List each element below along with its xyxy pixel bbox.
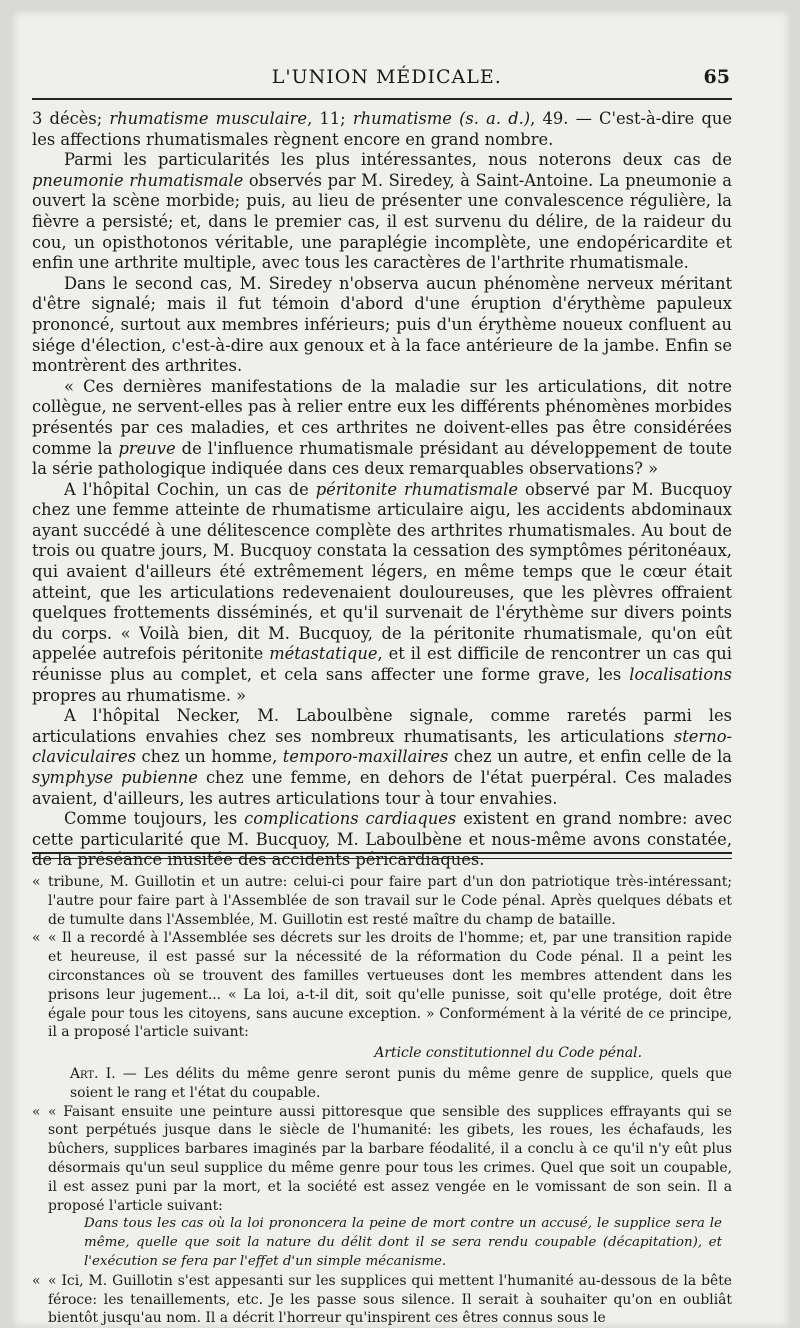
quote-text-decrets: « Il a recordé à l'Assemblée ses décrets sur les droits de l'homme; et, par une transition rapide et heureuse, il est passé sur la nécessité de la réformation du Code pénal. Il a peint les circonstances où se trouvent des familles vertueuses dont les membres attendent dans les prisons leur jugement... « La loi, a-t-il dit, soit qu'elle punisse, soit qu'elle protége, doit être égale pour tous les citoyens, sans aucune exception. » Conformément à la vérité de ce principe, il a proposé l'article suivant:	[48, 930, 732, 1041]
quote-paragraph	[32, 1272, 732, 1328]
quote-mark: «	[32, 930, 41, 947]
quote-mark: «	[32, 874, 41, 890]
document-page	[12, 10, 790, 1328]
page-number: 65	[703, 66, 730, 88]
paragraph-complications: Comme toujours, les complications cardiaques existent en grand nombre: avec cette particularité que M. Bucquoy, M. Laboulbène et nous-même avons constatée, de la préséance inusitée des accidents péricardiaques.	[32, 809, 732, 870]
italic-term: temporo-maxillaires	[282, 747, 449, 767]
italic-term: complications cardiaques	[244, 809, 457, 829]
header-rule	[32, 98, 732, 100]
italic-term: localisations	[629, 665, 732, 685]
paragraph-pneumonie: Parmi les particularités les plus intéressantes, nous noterons deux cas de pneumonie rhumatismale observés par M. Siredey, à Saint-Antoine. La pneumonie a ouvert la scène morbide; puis, au lieu de présenter une convalescence régulière, la fièvre a persisté; et, dans le premier cas, il est survenu du délire, de la raideur du cou, un opisthotonos véritable, une paraplégie incomplète, une endopéricardite et enfin une arthrite multiple, avec tous les caractères de l'arthrite rhumatismale.	[32, 150, 732, 273]
italic-term: métastatique	[269, 644, 378, 664]
italic-term: péritonite rhumatismale	[315, 479, 518, 499]
main-article	[32, 109, 732, 871]
italic-term: symphyse pubienne	[32, 768, 198, 787]
article-one	[70, 1065, 732, 1103]
italic-term: preuve	[118, 438, 176, 458]
italic-term: rhumatisme musculaire	[109, 109, 308, 128]
quote-paragraph	[32, 873, 732, 929]
proposed-article: Dans tous les cas où la loi prononcera la peine de mort contre un accusé, le supplice sera le même, quelle que soit la nature du délit dont il se sera rendu coupable (décapitation), et l'exécution se fera par l'effet d'un simple mécanisme.	[84, 1216, 722, 1269]
paragraph-second-cas: Dans le second cas, M. Siredey n'observa aucun phénomène nerveux méritant d'être signalé; mais il fut témoin d'abord d'une éruption d'érythème papuleux prononcé, surtout aux membres inférieurs; puis d'un érythème noueux confluent au siége d'élection, c'est-à-dire aux genoux et à la face antérieure de la jambe. Enfin se montrèrent des arthrites.	[32, 273, 732, 376]
paragraph-necker: A l'hôpital Necker, M. Laboulbène signale, comme raretés parmi les articulations envahies chez ses nombreux rhumatisants, les articulations sterno-claviculaires chez un homme, temporo-maxillaires chez un autre, et enfin celle de la symphyse pubienne chez une femme, en dehors de l'état puerpéral. Ces malades avaient, d'ailleurs, les autres articulations tour à tour envahies.	[32, 706, 732, 808]
quote-paragraph	[32, 929, 732, 1042]
quote-paragraph	[32, 1103, 732, 1216]
article-heading: Article constitutionnel du Code pénal.	[374, 1045, 642, 1062]
italic-term: rhumatisme (s. a. d.)	[352, 109, 531, 128]
article-label: Art. I.	[70, 1065, 116, 1082]
italic-term: sterno-claviculaires	[32, 726, 732, 767]
quote-text-supplices: « Faisant ensuite une peinture aussi pittoresque que sensible des supplices effrayants qui se sont perpétués jusque dans le siècle de l'humanité: les gibets, les roues, les échafauds, les bûchers, supplices barbares imaginés par la barbare féodalité, il a conclu à ce qu'il n'y eût plus désormais qu'un seul supplice du même genre pour tous les crimes. Quel que soit un coupable, il est assez puni par la mort, et la société est assez vengée en le vomissant de son sein. Il a proposé l'article suivant:	[48, 1103, 732, 1214]
quote-mark: «	[32, 1103, 41, 1120]
article-one-text: — Les délits du même genre seront punis du même genre de supplice, quels que soient le rang et l'état du coupable.	[70, 1065, 732, 1101]
quote-text-tribune: tribune, M. Guillotin et un autre: celui-ci pour faire part d'un don patriotique très-intéressant; l'autre pour faire part à l'Assemblée de son travail sur le Code pénal. Après quelques débats et de tumulte dans l'Assemblée, M. Guillotin est resté maître du champ de bataille.	[48, 874, 732, 928]
running-title: L'UNION MÉDICALE.	[271, 66, 502, 88]
paragraph-statistics: 3 décès; rhumatisme musculaire, 11; rhumatisme (s. a. d.), 49. — C'est-à-dire que les affections rhumatismales règnent encore en grand nombre.	[32, 109, 732, 149]
page-header	[30, 66, 730, 88]
italic-term: pneumonie rhumatismale	[32, 170, 244, 190]
feuilleton	[32, 873, 732, 1328]
quote-mark: «	[32, 1272, 41, 1289]
paragraph-citation-siredey: « Ces dernières manifestations de la maladie sur les articulations, dit notre collègue, ne servent-elles pas à relier entre eux les différents phénomènes morbides présentés par ces maladies, et ces arthrites ne doivent-elles pas être considérées comme la preuve de l'influence rhumatismale présidant au développement de toute la série pathologique indiquée dans ces deux remarquables observations? »	[32, 376, 732, 479]
paragraph-cochin: A l'hôpital Cochin, un cas de péritonite rhumatismale observé par M. Bucquoy chez une femme atteinte de rhumatisme articulaire aigu, les accidents abdominaux ayant succédé à une délitescence complète des arthrites rhumatismales. Au bout de trois ou quatre jours, M. Bucquoy constata la cessation des symptômes péritonéaux, qui avaient d'ailleurs été extrêmement légers, en même temps que le cœur était atteint, que les articulations redevenaient douloureuses, que les plèvres offraient quelques frottements disséminés, et qu'il survenait de l'érythème sur divers points du corps. « Voilà bien, dit M. Bucquoy, de la péritonite rhumatismale, qu'on eût appelée autrefois péritonite métastatique, et il est difficile de rencontrer un cas qui réunisse plus au complet, et cela sans affecter une forme grave, les localisations propres au rhumatisme. »	[32, 479, 732, 705]
quote-text-guillotin: « Ici, M. Guillotin s'est appesanti sur les supplices qui mettent l'humanité au-dessous de la bête féroce: les tenaillements, etc. Je les passe sous silence. Il serait à souhaiter qu'on en oubliât bientôt jusqu'au nom. Il a décrit l'horreur qu'inspirent ces êtres connus sous le	[48, 1272, 732, 1327]
section-divider	[32, 852, 732, 859]
